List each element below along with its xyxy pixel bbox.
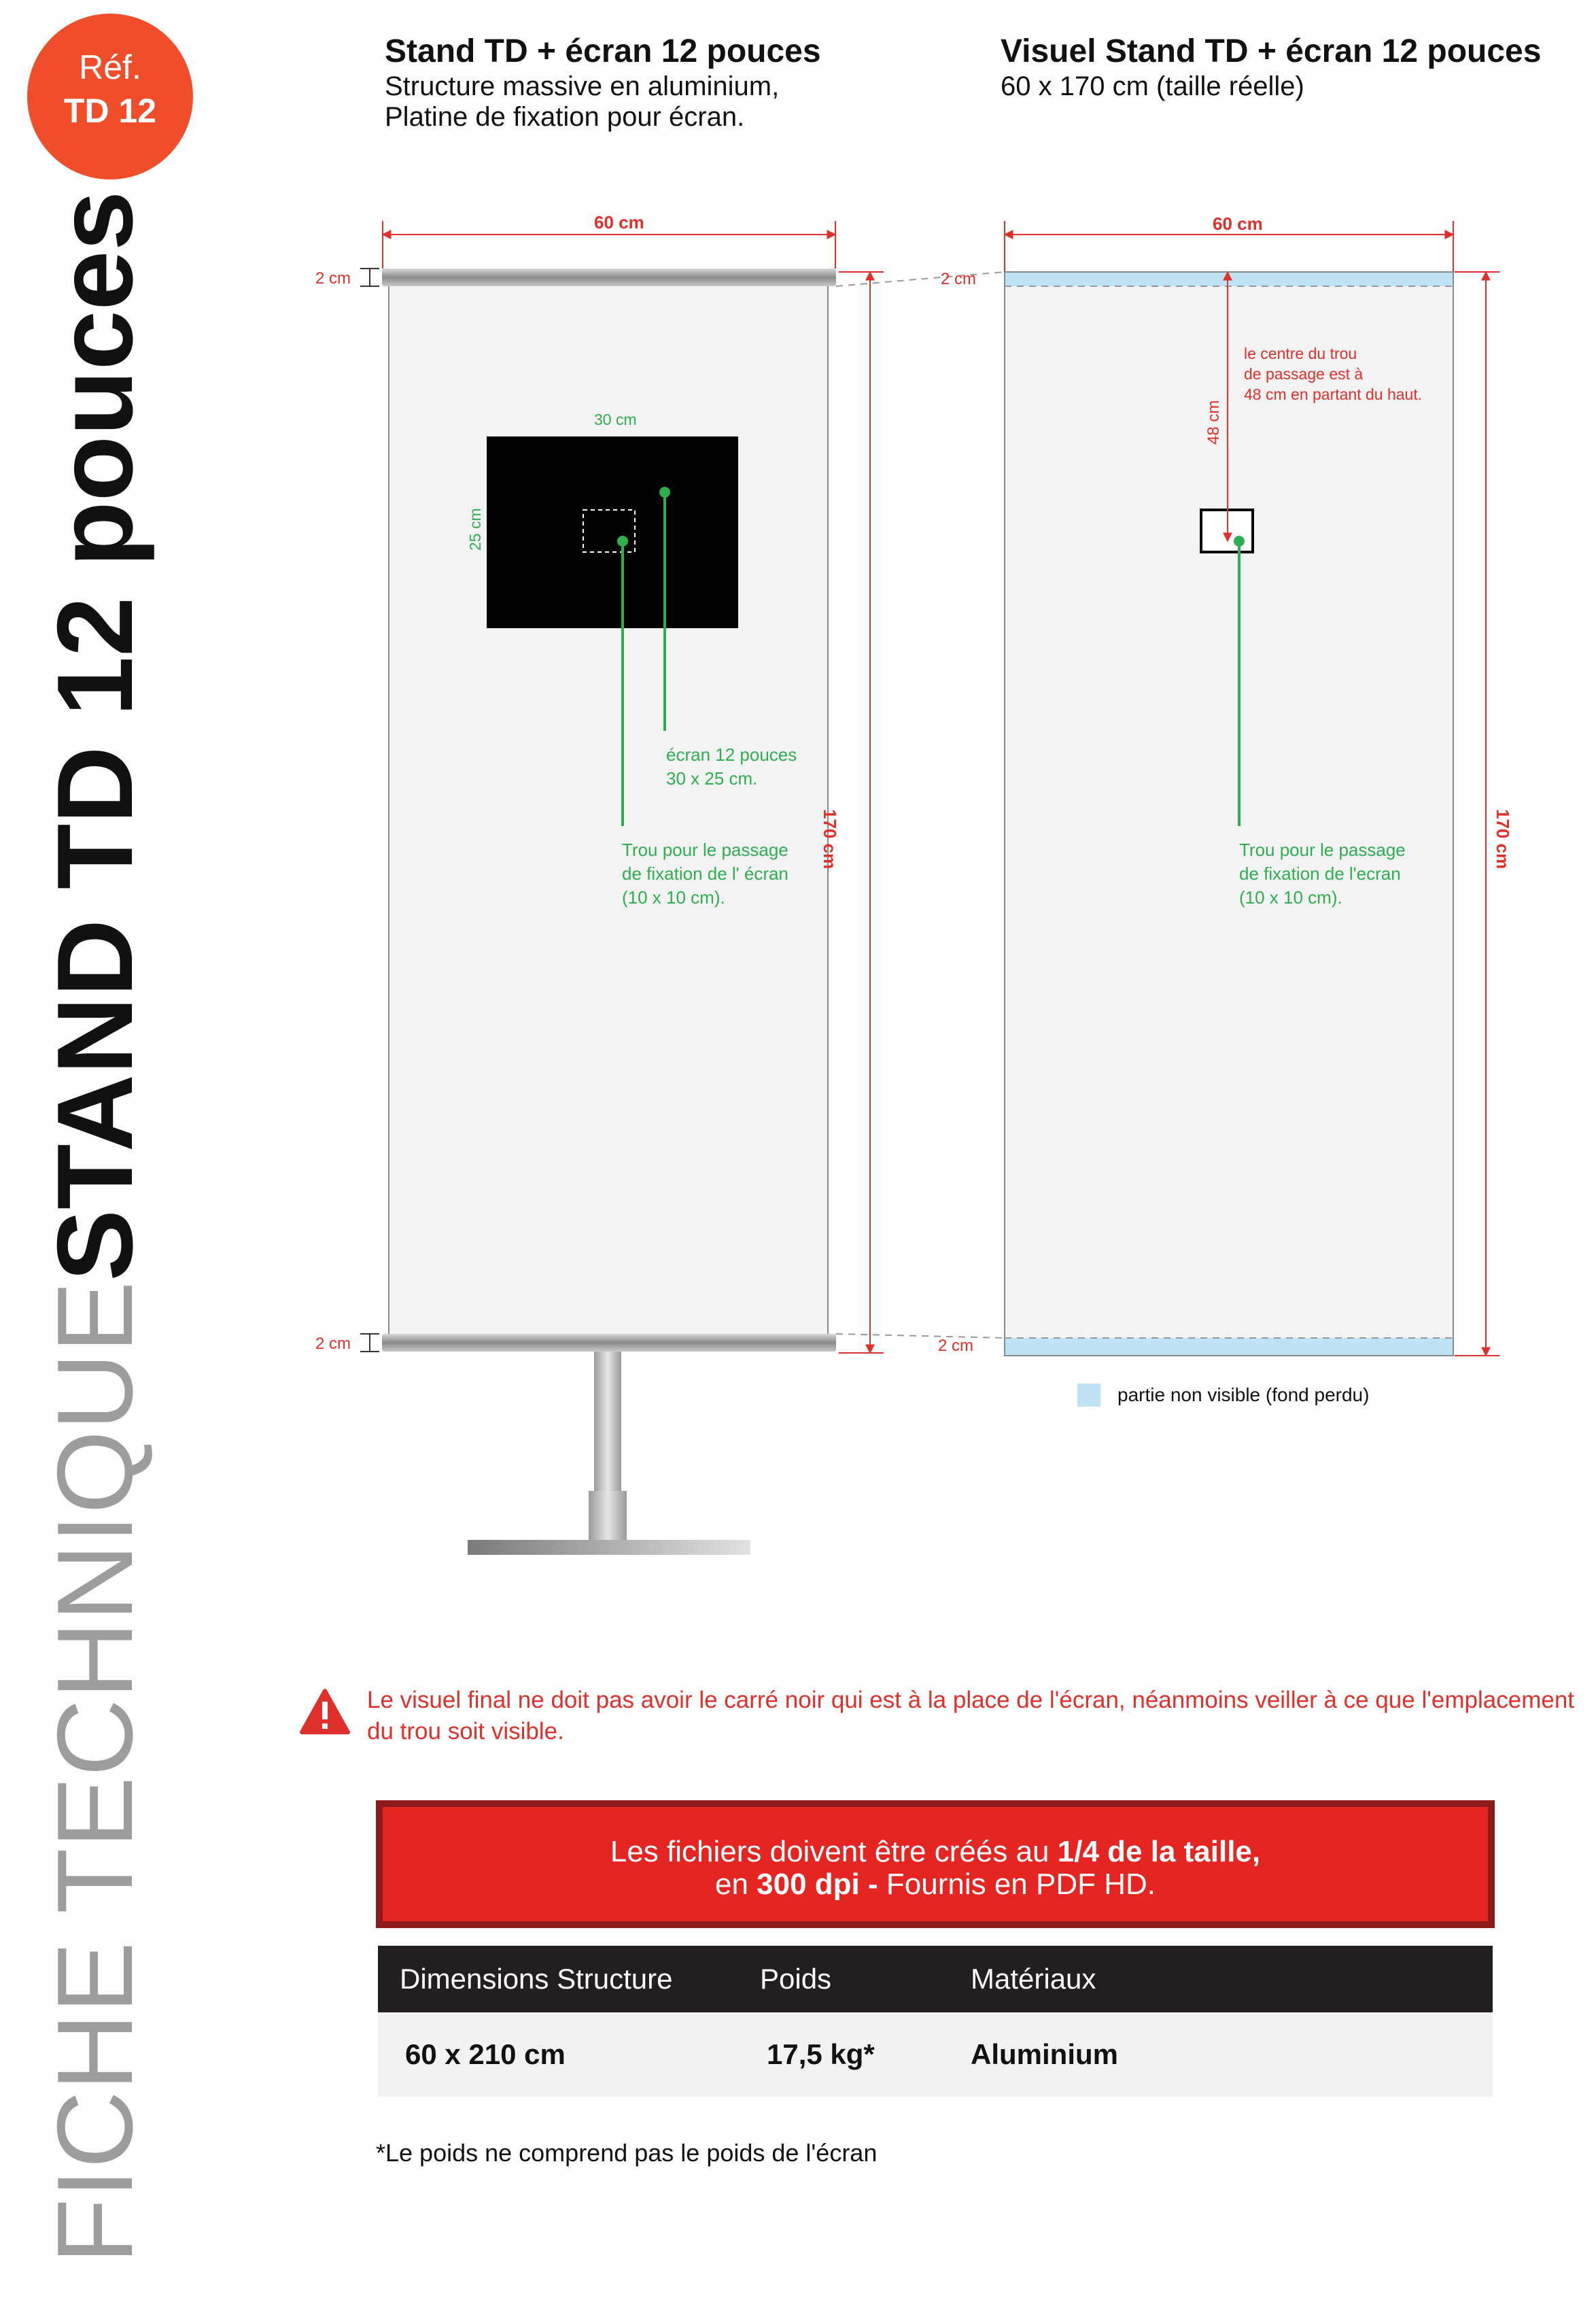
- left-header-line1: Structure massive en aluminium,: [385, 71, 780, 101]
- right-top-margin-label: 2 cm: [941, 270, 977, 288]
- banner-l2-a: en: [714, 1868, 757, 1901]
- left-pole-base: [589, 1491, 627, 1541]
- banner-l2-b: 300 dpi: [757, 1868, 860, 1901]
- specs-table-header: [378, 1946, 1493, 2012]
- right-hole-note-line3: (10 x 10 cm).: [1239, 887, 1342, 908]
- centre-note-line3: 48 cm en partant du haut.: [1244, 385, 1423, 403]
- right-header-line1: 60 x 170 cm (taille réelle): [1001, 71, 1304, 101]
- file-requirements-banner: [376, 1800, 1495, 1928]
- banner-line2: [383, 1868, 1488, 1901]
- table-row: [378, 2012, 1493, 2097]
- screen-height-label: 25 cm: [466, 508, 484, 551]
- vertical-title-bold: STAND TD 12 pouces: [35, 190, 155, 1282]
- value-weight: 17,5 kg*: [767, 2038, 875, 2070]
- header-materials: Matériaux: [971, 1963, 1096, 1995]
- banner-l2-c: -: [859, 1868, 886, 1901]
- vertical-title-light: FICHE TECHNIQUE: [35, 1281, 155, 2264]
- right-height-label: 170 cm: [1493, 809, 1513, 870]
- left-hole-note-line3: (10 x 10 cm).: [622, 887, 725, 908]
- centre-note-line1: le centre du trou: [1244, 345, 1357, 362]
- left-bottom-margin-label: 2 cm: [315, 1335, 351, 1353]
- right-hole-note: [1239, 838, 1406, 910]
- value-dimensions: 60 x 210 cm: [405, 2038, 566, 2070]
- screen-note-line2: 30 x 25 cm.: [666, 768, 758, 789]
- right-width-label: 60 cm: [1213, 213, 1263, 234]
- warning-text: Le visuel final ne doit pas avoir le carré noir qui est à la place de l'écran, néanmoins veiller à ce que l'emplacement du trou soit visible.: [367, 1687, 1575, 1745]
- right-hole-note-line1: Trou pour le passage: [1239, 840, 1406, 860]
- screen-note: [666, 743, 797, 791]
- screen-width-label: 30 cm: [594, 411, 637, 428]
- screen-note-line1: écran 12 pouces: [666, 744, 797, 765]
- badge-label: Réf.: [79, 48, 141, 86]
- bleed-legend-swatch: [1077, 1384, 1100, 1407]
- right-hole-note-line2: de fixation de l'ecran: [1239, 863, 1401, 884]
- specs-table: [378, 1946, 1493, 2097]
- centre-note: [1244, 343, 1422, 405]
- right-banner-panel: [1005, 272, 1453, 1356]
- right-top-bleed: [1005, 273, 1453, 286]
- left-hole-note-line2: de fixation de l' écran: [622, 863, 788, 884]
- warning-icon: [302, 1691, 348, 1732]
- banner-l1-a: Les fichiers doivent être créés au: [610, 1835, 1058, 1868]
- centre-note-line2: de passage est à: [1244, 365, 1364, 383]
- left-top-bar: [382, 269, 836, 286]
- left-hole-note-line1: Trou pour le passage: [622, 840, 788, 860]
- left-header-line2: Platine de fixation pour écran.: [385, 102, 745, 132]
- left-hole-note: [622, 838, 788, 910]
- right-bottom-bleed: [1005, 1338, 1453, 1355]
- header-dimensions: Dimensions Structure: [400, 1963, 673, 1995]
- right-bottom-margin-label: 2 cm: [938, 1337, 974, 1355]
- left-header-title: Stand TD + écran 12 pouces: [385, 33, 821, 69]
- right-header-title: Visuel Stand TD + écran 12 pouces: [1001, 33, 1542, 69]
- badge-reference: TD 12: [63, 92, 157, 130]
- left-bottom-bar: [382, 1334, 836, 1352]
- banner-l1-c: ,: [1251, 1835, 1261, 1868]
- offset-label: 48 cm: [1204, 400, 1223, 445]
- left-height-label: 170 cm: [820, 809, 840, 870]
- left-pole: [594, 1352, 621, 1491]
- banner-line1: [383, 1836, 1488, 1868]
- footnote: *Le poids ne comprend pas le poids de l'écran: [376, 2139, 878, 2167]
- left-top-margin-label: 2 cm: [315, 269, 351, 288]
- header-weight: Poids: [760, 1963, 832, 1995]
- screen-rect: [487, 436, 738, 628]
- banner-l2-d: Fournis en PDF HD.: [886, 1868, 1156, 1901]
- value-materials: Aluminium: [971, 2038, 1118, 2070]
- bleed-legend-label: partie non visible (fond perdu): [1117, 1384, 1370, 1405]
- banner-l1-b: 1/4 de la taille: [1057, 1835, 1252, 1868]
- left-width-label: 60 cm: [594, 212, 644, 233]
- left-foot: [468, 1540, 750, 1555]
